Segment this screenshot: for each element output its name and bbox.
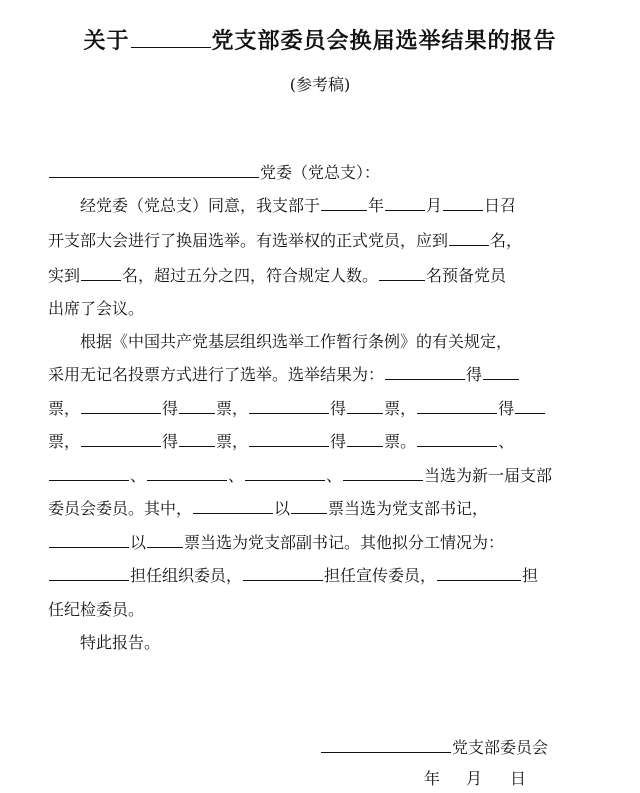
p2-text: 采用无记名投票方式进行了选举。选举结果为： [48,365,385,384]
discipline-member-blank[interactable] [437,562,521,581]
votes-blank[interactable] [179,428,215,447]
month-blank[interactable] [385,192,425,211]
elected-blank[interactable] [343,462,423,481]
p2-text: 票， [48,399,81,418]
p1-line2 [48,224,522,258]
p2-line3 [48,392,546,426]
signature-date [424,766,526,789]
p1-month: 月 [426,196,443,215]
actual-attend-blank[interactable] [81,262,121,281]
p2-line9 [48,593,144,627]
date-year: 年 [424,769,441,788]
p2-de: 得 [498,399,515,418]
candidate-blank[interactable] [417,395,497,414]
p2-de: 得 [162,399,179,418]
candidate-blank[interactable] [249,428,329,447]
p2-de: 得 [162,432,179,451]
p1-text: 名预备党员 [426,266,507,285]
p1-line3 [48,259,506,293]
p2-text: 票， [384,399,417,418]
closing-line [80,626,160,660]
secretary-name-blank[interactable] [193,495,273,514]
p2-yi: 以 [130,533,147,552]
p2-dun: 、 [228,466,245,485]
elected-blank[interactable] [147,462,227,481]
candidate-blank[interactable] [81,395,161,414]
votes-blank[interactable] [515,395,545,414]
elected-blank[interactable] [417,428,497,447]
p1-text: 经党委（党总支）同意，我支部于 [80,196,321,215]
p2-text: 担任组织委员， [130,566,243,585]
title-blank[interactable] [131,29,211,48]
p1-day: 日召 [484,196,517,215]
p2-dun: 、 [498,432,515,451]
p2-text: 任纪检委员。 [48,600,145,619]
p2-line1 [80,325,512,359]
p1-text: 开支部大会进行了换届选举。有选举权的正式党员，应到 [48,231,449,250]
p2-de: 得 [330,399,347,418]
p2-line2 [48,358,520,392]
candidate-blank[interactable] [385,361,465,380]
candidate-blank[interactable] [81,428,161,447]
should-attend-blank[interactable] [449,227,489,246]
votes-blank[interactable] [347,395,383,414]
title-suffix: 党支部委员会换届选举结果的报告 [211,29,557,54]
p2-text: 票， [216,399,249,418]
deputy-votes-blank[interactable] [147,529,183,548]
signature-blank[interactable] [321,734,451,753]
p2-de: 得 [466,365,483,384]
p2-text: 担任宣传委员， [324,566,437,585]
elected-blank[interactable] [49,462,129,481]
document-subtitle: (参考稿) [289,75,351,94]
p2-line8 [48,559,538,593]
signature-line [320,734,548,758]
candidate-blank[interactable] [249,395,329,414]
p2-text: 当选为新一届支部 [424,466,553,485]
prop-member-blank[interactable] [243,562,323,581]
p1-text: 名，超过五分之四，符合规定人数。 [122,266,379,285]
closing-text: 特此报告。 [80,633,161,652]
p1-line4 [48,292,144,326]
p2-yi: 以 [274,499,291,518]
p1-line1 [80,189,516,223]
secretary-votes-blank[interactable] [291,495,327,514]
p2-text: 根据《中国共产党基层组织选举工作暂行条例》的有关规定， [80,332,513,351]
title-prefix: 关于 [83,29,130,54]
p2-dun: 、 [130,466,147,485]
votes-blank[interactable] [483,361,519,380]
p2-text: 委员会委员。其中， [48,499,193,518]
date-day: 日 [510,769,527,788]
p2-text: 担 [522,566,539,585]
p2-text: 票当选为党支部副书记。其他拟分工情况为： [184,533,505,552]
elected-blank[interactable] [245,462,325,481]
p2-text: 票， [48,432,81,451]
p1-text: 实到 [48,266,81,285]
day-blank[interactable] [443,192,483,211]
votes-blank[interactable] [179,395,215,414]
addressee-label: 党委（党总支）： [260,163,381,182]
p2-de: 得 [330,432,347,451]
p1-text: 名， [490,231,523,250]
p2-text: 票当选为党支部书记， [328,499,489,518]
p2-line7 [48,526,504,560]
addressee-line [48,156,380,190]
signature-committee: 党支部委员会 [452,738,549,757]
p2-line6 [48,492,488,526]
p2-dun: 、 [326,466,343,485]
deputy-name-blank[interactable] [49,529,129,548]
org-member-blank[interactable] [49,562,129,581]
p1-year: 年 [368,196,385,215]
p2-text: 票。 [384,432,417,451]
document-title [0,24,640,55]
probationary-blank[interactable] [379,262,425,281]
year-blank[interactable] [321,192,367,211]
p1-text: 出席了会议。 [48,299,145,318]
p2-line4 [48,425,514,459]
p2-line5 [48,459,552,493]
date-month: 月 [466,769,483,788]
addressee-blank[interactable] [49,159,259,178]
p2-text: 票， [216,432,249,451]
votes-blank[interactable] [347,428,383,447]
